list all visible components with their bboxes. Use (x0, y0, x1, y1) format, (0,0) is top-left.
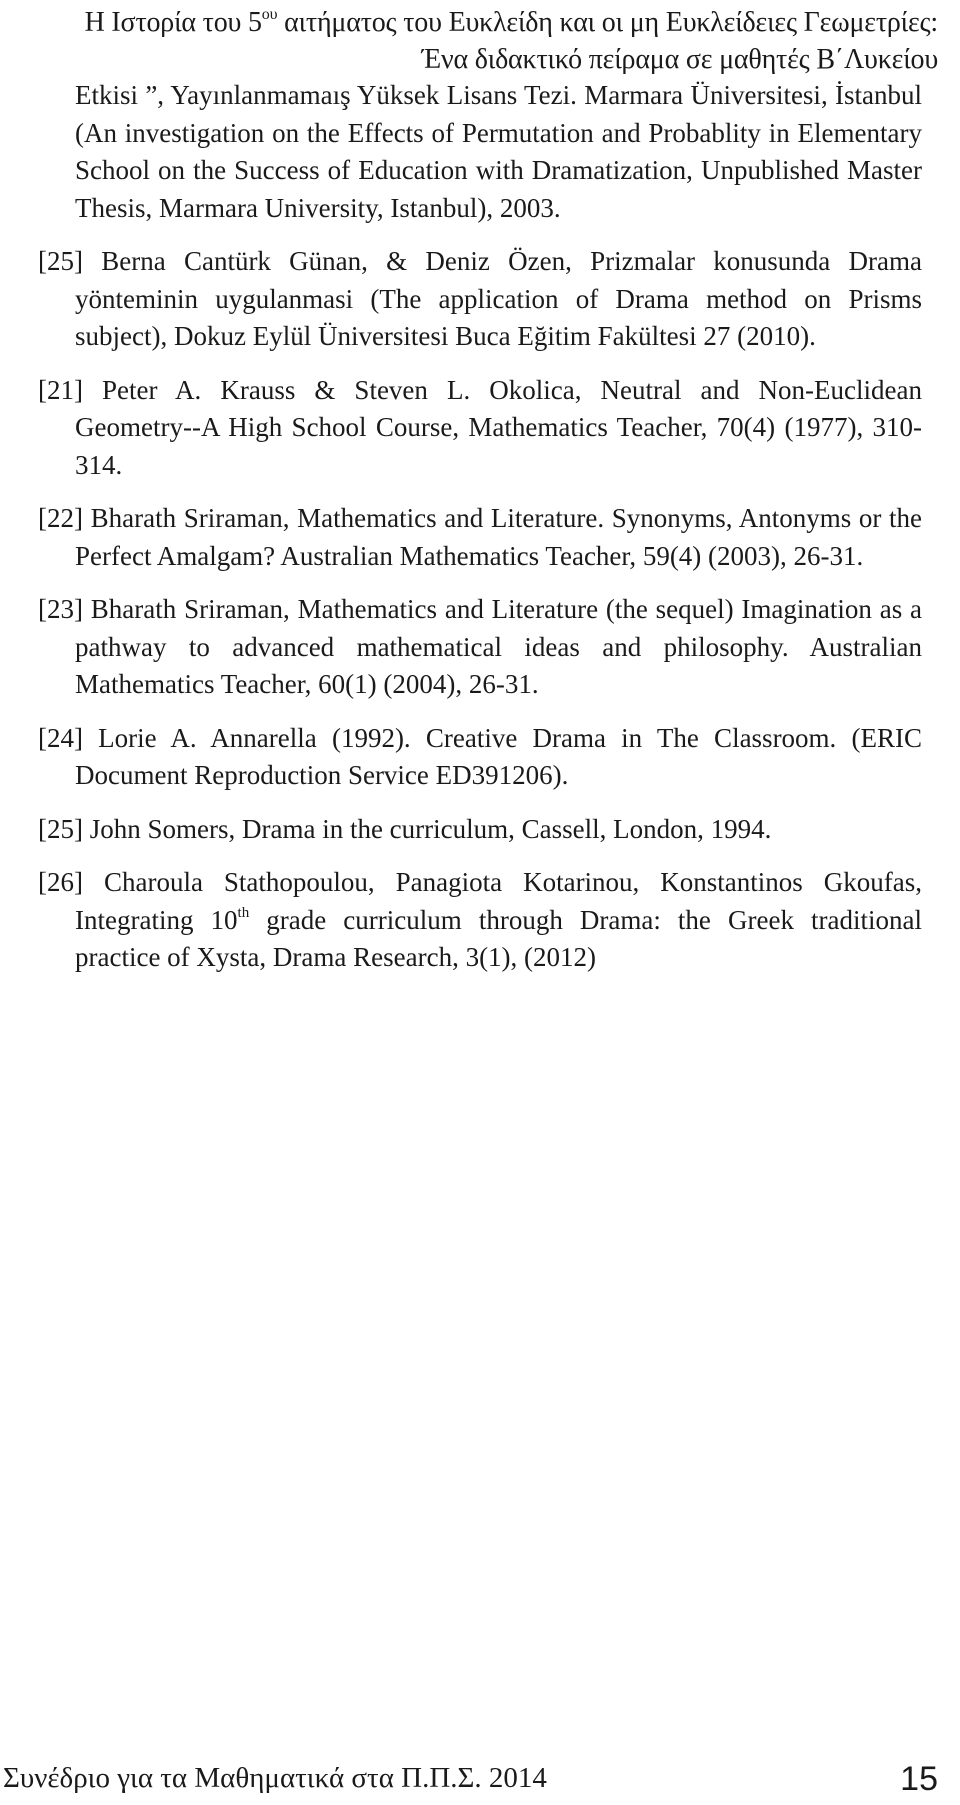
reference-item: [24] Lorie A. Annarella (1992). Creative Drama in The Classroom. (ERIC Document Reproduction Service ED391206). (38, 722, 922, 790)
reference-item: [21] Peter A. Krauss & Steven L. Okolica, Neutral and Non-Euclidean Geometry--A High School Course, Mathematics Teacher, 70(4) (1977), 310-314. (38, 374, 922, 480)
running-header (0, 4, 938, 78)
reference-item: [25] Berna Cantürk Günan, & Deniz Özen, Prizmalar konusunda Drama yönteminin uygulanmasi (The application of Drama method on Prisms subject), Dokuz Eylül Üniversitesi Buca Eğitim Fakültesi 27 (2010). (38, 246, 922, 351)
reference-item: [26] Charoula Stathopoulou, Panagiota Kotarinou, Konstantinos Gkoufas, Integrating 10th grade curriculum through Drama: the Greek traditional practice of Xysta, Drama Research, 3(1), (2012) (38, 867, 922, 972)
reference-item: [25] John Somers, Drama in the curriculum, Cassell, London, 1994. (38, 813, 772, 844)
page-footer (0, 1762, 960, 1802)
reference-list (38, 77, 922, 993)
reference-item: [23] Bharath Sriraman, Mathematics and Literature (the sequel) Imagination as a pathway to advanced mathematical ideas and philosophy. Australian Mathematics Teacher, 60(1) (2004), 26-31. (38, 594, 922, 699)
header-line-2: Ένα διδακτικό πείραμα σε μαθητές Β΄Λυκείου (421, 44, 938, 75)
header-line-1: Η Ιστορία του $5^{o\upsilon}$ αιτήματος του Ευκλείδη και οι μη Ευκλείδειες Γεωμετρίες: (84, 6, 938, 38)
conference-title: Συνέδριο για τα Μαθηματικά στα Π.Π.Σ. 2014 (3, 1762, 547, 1794)
page-number: 15 (900, 1760, 938, 1798)
reference-item: [22] Bharath Sriraman, Mathematics and Literature. Synonyms, Antonyms or the Perfect Amalgam? Australian Mathematics Teacher, 59(4) (2003), 26-31. (38, 503, 922, 571)
reference-continuation: Etkisi ”, Yayınlanmamaış Yüksek Lisans Tezi. Marmara Üniversitesi, İstanbul (An investigation on the Effects of Permutation and Probablity in Elementary School on the Success of Education with Dramatization, Unpublished Master Thesis, Marmara University, Istanbul), 2003. (75, 80, 922, 223)
